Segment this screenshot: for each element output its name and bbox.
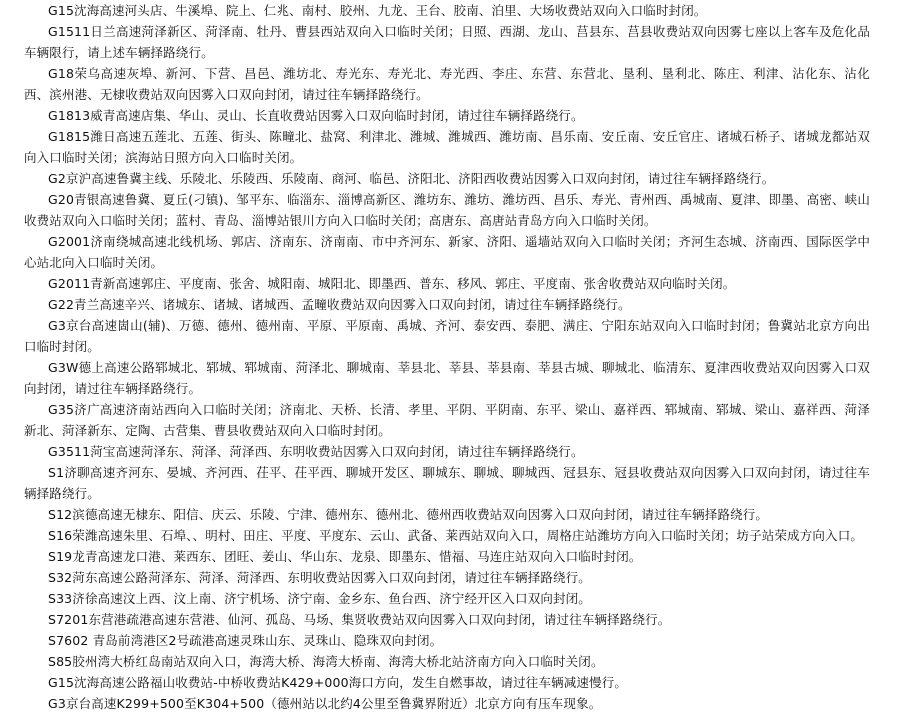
notice-g2011: G2011青新高速郭庄、平度南、张舍、城阳南、城阳北、即墨西、普东、移风、郭庄、平度南、张舍收费站双向临时关闭。 — [48, 276, 736, 291]
notice-g3511: G3511菏宝高速菏泽东、菏泽、菏泽西、东明收费站因雾入口双向封闭，请过往车辆择路绕行。 — [48, 444, 584, 459]
traffic-notice-document — [24, 0, 870, 714]
notice-g3-congestion: G3京台高速K299+500至K304+500（德州站以北约4公里至鲁冀界附近）北京方向有压车现象。 — [48, 696, 602, 711]
notice-s19: S19龙青高速龙口港、莱西东、团旺、姜山、华山东、龙泉、即墨东、惜福、马连庄站双向入口临时封闭。 — [48, 549, 642, 564]
notice-g1813: G1813威青高速店集、华山、灵山、长直收费站因雾入口双向临时封闭，请过往车辆择路绕行。 — [48, 108, 584, 123]
notice-g18: G18荣乌高速灰埠、新河、下营、昌邑、潍坊北、寿光东、寿光北、寿光西、李庄、东营、东营北、垦利、垦利北、陈庄、利津、沾化东、沾化西、滨州港、无棣收费站双向因雾入口双向封闭，请过往车辆择路绕行。 — [24, 66, 870, 102]
notice-g35: G35济广高速济南站西向入口临时关闭；济南北、天桥、长清、孝里、平阴、平阴南、东平、梁山、嘉祥西、郓城南、郓城、梁山、嘉祥西、菏泽新北、菏泽新东、定陶、古营集、曹县收费站双向入口临时封闭。 — [24, 402, 870, 438]
notice-g15-fushan: G15沈海高速公路福山收费站-中桥收费站K429+000海口方向，发生自燃事故，请过往车辆减速慢行。 — [48, 675, 627, 690]
notice-s32: S32菏东高速公路菏泽东、菏泽、菏泽西、东明收费站因雾入口双向封闭，请过往车辆择路绕行。 — [48, 570, 591, 585]
notice-s85: S85胶州湾大桥红岛南站双向入口，海湾大桥、海湾大桥南、海湾大桥北站济南方向入口临时关闭。 — [48, 654, 604, 669]
notice-g22: G22青兰高速辛兴、诸城东、诸城、诸城西、孟疃收费站双向因雾入口双向封闭，请过往车辆择路绕行。 — [48, 297, 631, 312]
notice-s16: S16荣潍高速朱里、石埠、、明村、田庄、平度、平度东、云山、武备、莱西站双向入口，周格庄站潍坊方向入口临时关闭；坊子站荣成方向入口。 — [48, 528, 863, 543]
notice-s7602: S7602 青岛前湾港区2号疏港高速灵珠山东、灵珠山、隐珠双向封闭。 — [48, 633, 443, 648]
notice-s33: S33济徐高速汶上西、汶上南、济宁机场、济宁南、金乡东、鱼台西、济宁经开区入口双向封闭。 — [48, 591, 591, 606]
notice-g1511: G1511日兰高速菏泽新区、菏泽南、牡丹、曹县西站双向入口临时关闭；日照、西湖、龙山、莒县东、莒县收费站双向因雾七座以上客车及危化品车辆限行，请上述车辆择路绕行。 — [24, 24, 870, 60]
notice-s1: S1济聊高速齐河东、晏城、齐河西、茌平、茌平西、聊城开发区、聊城东、聊城、聊城西、冠县东、冠县收费站双向因雾入口双向封闭，请过往车辆择路绕行。 — [24, 465, 870, 501]
notice-g2001: G2001济南绕城高速北线机场、郭店、济南东、济南南、市中齐河东、新家、济阳、遥墙站双向入口临时关闭；齐河生态城、济南西、国际医学中心站北向入口临时关闭。 — [24, 234, 870, 270]
notice-g15-qingdao: G15沈海高速河头店、牛溪埠、院上、仁兆、南村、胶州、九龙、王台、胶南、泊里、大场收费站双向入口临时封闭。 — [48, 3, 707, 18]
notice-g3: G3京台高速崮山(辅)、万德、德州、德州南、平原、平原南、禹城、齐河、泰安西、泰肥、满庄、宁阳东站双向入口临时封闭；鲁冀站北京方向出口临时封闭。 — [24, 318, 870, 354]
notice-g1815: G1815潍日高速五莲北、五莲、街头、陈疃北、盐窝、利津北、潍城、潍城西、潍坊南、昌乐南、安丘南、安丘官庄、诸城石桥子、诸城龙都站双向入口临时关闭；滨海站日照方向入口临时关闭。 — [24, 129, 870, 165]
notice-s7201: S7201东营港疏港高速东营港、仙河、孤岛、马场、集贤收费站双向因雾入口双向封闭，请过往车辆择路绕行。 — [48, 612, 671, 627]
notice-s12: S12滨德高速无棣东、阳信、庆云、乐陵、宁津、德州东、德州北、德州西收费站双向因雾入口双向封闭，请过往车辆择路绕行。 — [48, 507, 769, 522]
notice-g2: G2京沪高速鲁冀主线、乐陵北、乐陵西、乐陵南、商河、临邑、济阳北、济阳西收费站因雾入口双向封闭，请过往车辆择路绕行。 — [48, 171, 775, 186]
notice-g3w: G3W德上高速公路郓城北、郓城、郓城南、菏泽北、聊城南、莘县北、莘县、莘县南、莘县古城、聊城北、临清东、夏津西收费站双向因雾入口双向封闭，请过往车辆择路绕行。 — [24, 360, 870, 396]
notice-g20: G20青银高速鲁冀、夏丘(刁镇)、邹平东、临淄东、淄博高新区、潍坊东、潍坊、潍坊西、昌乐、寿光、青州西、禹城南、夏津、即墨、高密、峡山收费站双向入口临时关闭；蓝村、青岛、淄博站银川方向入口临时关闭；高唐东、高唐站青岛方向入口临时关闭。 — [24, 192, 870, 228]
